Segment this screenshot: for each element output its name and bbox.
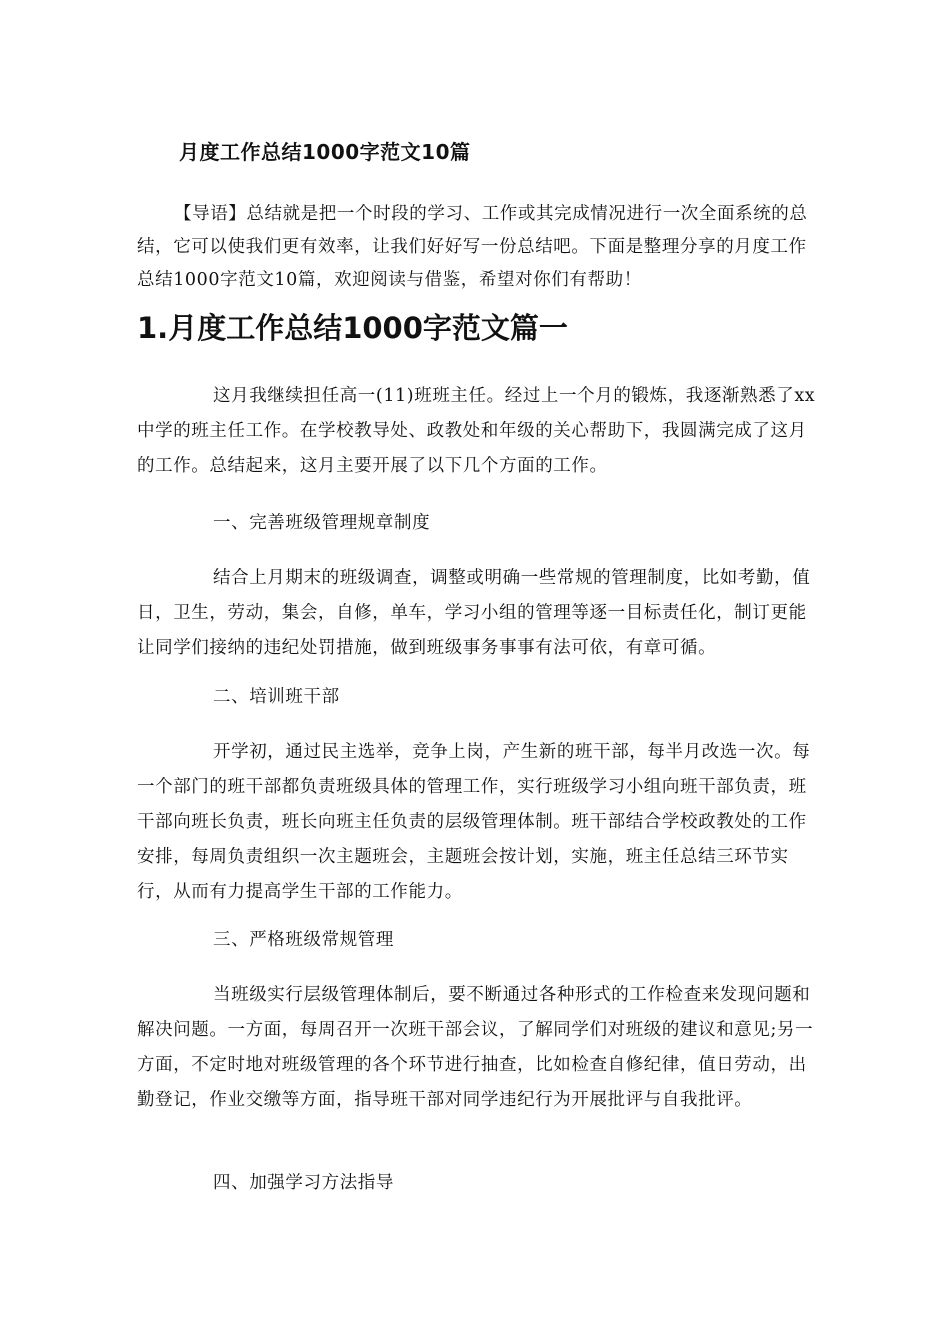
- body-paragraph: 这月我继续担任高一(11)班班主任。经过上一个月的锻炼，我逐渐熟悉了xx中学的班主任工作。在学校教导处、政教处和年级的关心帮助下，我圆满完成了这月的工作。总结起来，这月主要开展了以下几个方面的工作。: [137, 386, 816, 476]
- document-title: 月度工作总结1000字范文10篇: [179, 140, 471, 164]
- body-paragraph: 开学初，通过民主选举，竞争上岗，产生新的班干部，每半月改选一次。每一个部门的班干部都负责班级具体的管理工作，实行班级学习小组向班干部负责，班干部向班长负责，班长向班主任负责的层级管理体制。班干部结合学校政教处的工作安排，每周负责组织一次主题班会，主题班会按计划，实施，班主任总结三环节实行，从而有力提高学生干部的工作能力。: [137, 742, 811, 902]
- subheading: 二、培训班干部: [213, 687, 340, 707]
- section-heading: 1.月度工作总结1000字范文篇一: [137, 311, 568, 345]
- intro-paragraph: 【导语】总结就是把一个时段的学习、工作或其完成情况进行一次全面系统的总结，它可以使我们更有效率，让我们好好写一份总结吧。下面是整理分享的月度工作总结1000字范文10篇，欢迎阅读与借鉴，希望对你们有帮助！: [137, 204, 808, 290]
- body-paragraph: 结合上月期末的班级调查，调整或明确一些常规的管理制度，比如考勤，值日，卫生，劳动，集会，自修，单车，学习小组的管理等逐一目标责任化，制订更能让同学们接纳的违纪处罚措施，做到班级事务事事有法可依，有章可循。: [137, 568, 811, 658]
- subheading: 一、完善班级管理规章制度: [213, 513, 431, 533]
- subheading: 三、严格班级常规管理: [213, 930, 394, 950]
- subheading: 四、加强学习方法指导: [213, 1173, 394, 1193]
- body-paragraph: 当班级实行层级管理体制后，要不断通过各种形式的工作检查来发现问题和解决问题。一方面，每周召开一次班干部会议，了解同学们对班级的建议和意见;另一方面，不定时地对班级管理的各个环节进行抽查，比如检查自修纪律，值日劳动，出勤登记，作业交缴等方面，指导班干部对同学违纪行为开展批评与自我批评。: [137, 985, 814, 1110]
